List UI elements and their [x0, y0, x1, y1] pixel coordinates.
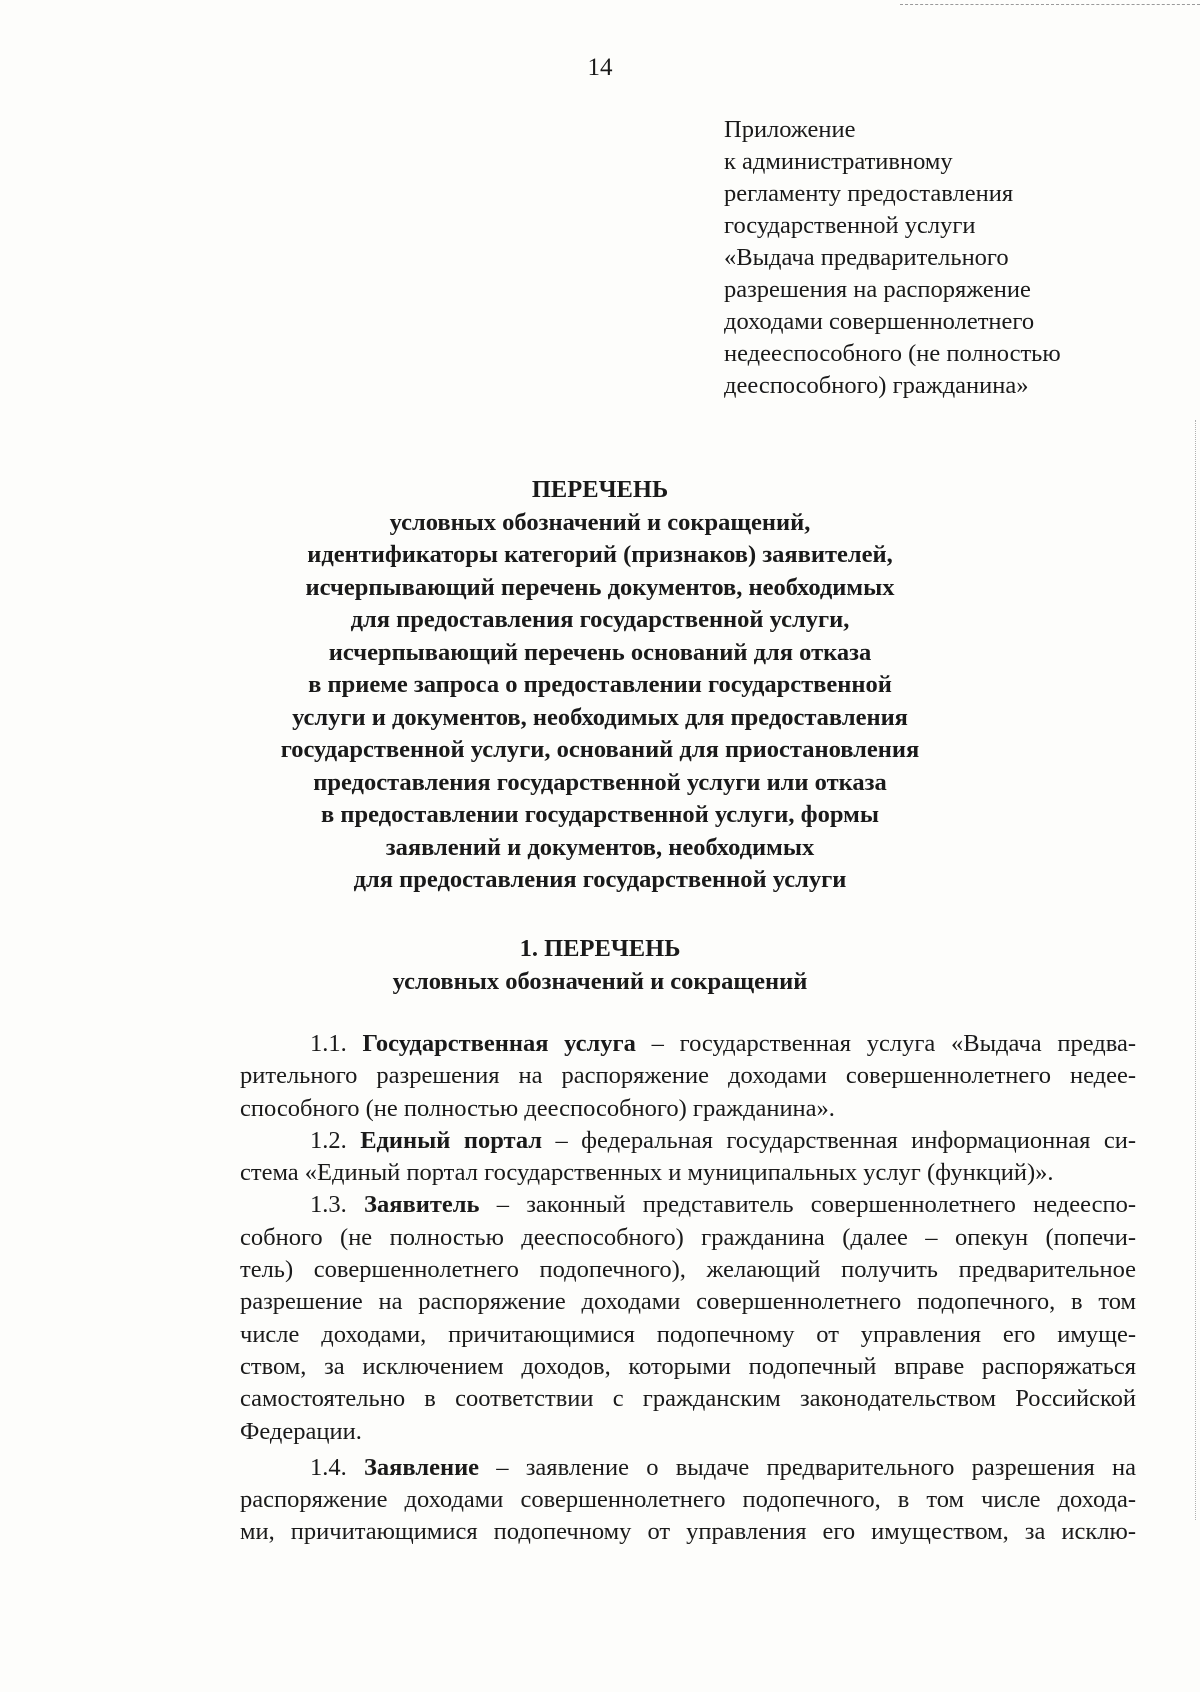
appendix-line: дееспособного) гражданина» [724, 372, 1029, 399]
paragraph-text: – федеральная государственная информационная си- [542, 1126, 1137, 1154]
paragraph-line: самостоятельно в соответствии с гражданским законодательством Российской [240, 1385, 1136, 1413]
appendix-line: «Выдача предварительного [724, 244, 1009, 271]
paragraph-line [170, 1189, 1136, 1221]
paragraph-line: Федерации. [240, 1417, 362, 1445]
paragraph-line: ством, за исключением доходов, которыми подопечный вправе распоряжаться [240, 1352, 1136, 1380]
body-text [170, 1028, 1136, 1549]
paragraph-text: – заявление о выдаче предварительного разрешения на [479, 1453, 1137, 1481]
paragraph-line: ми, причитающимися подопечному от управления его имуществом, за исклю- [240, 1518, 1136, 1546]
appendix-line: Приложение [724, 116, 856, 143]
term: Заявление [363, 1453, 480, 1481]
term: Заявитель [364, 1191, 480, 1219]
appendix-line: разрешения на распоряжение [724, 276, 1031, 303]
main-title-line: заявлений и документов, необходимых [385, 833, 815, 861]
appendix-line: регламенту предоставления [724, 180, 1014, 207]
main-title-line: идентификаторы категорий (признаков) заявителей, [307, 541, 893, 568]
paragraph-line [170, 1125, 1136, 1157]
appendix-line: к административному [724, 148, 953, 175]
appendix-block [724, 114, 1061, 402]
main-title-line: государственной услуги, оснований для приостановления [280, 736, 920, 763]
paragraph-text: – государственная услуга «Выдача предва- [635, 1030, 1136, 1057]
paragraph-1-1 [170, 1028, 1136, 1125]
paragraph-1-3 [170, 1189, 1136, 1447]
paragraph-line: тель) совершеннолетнего подопечного), желающий получить предварительное [240, 1256, 1136, 1284]
main-title-line: в приеме запроса о предоставлении государственной [308, 671, 892, 698]
appendix-line: государственной услуги [724, 212, 976, 239]
main-title-line: предоставления государственной услуги или отказа [313, 768, 887, 796]
paragraph-number: 1.2. [310, 1126, 361, 1154]
term: Государственная услуга [362, 1030, 636, 1057]
paragraph-text: – законный представитель совершеннолетнего недееспо- [479, 1191, 1137, 1219]
paragraph-1-2 [170, 1125, 1136, 1190]
paragraph-1-4 [170, 1452, 1136, 1549]
main-title-line: для предоставления государственной услуги [353, 866, 847, 893]
paragraph-line: распоряжение доходами совершеннолетнего подопечного, в том числе дохода- [240, 1486, 1136, 1514]
paragraph-number: 1.4. [310, 1453, 364, 1481]
main-title [0, 474, 1200, 897]
appendix-line: доходами совершеннолетнего [724, 308, 1035, 335]
section-subtitle: условных обозначений и сокращений [392, 968, 808, 995]
paragraph-line [170, 1452, 1136, 1484]
main-title-line: услуги и документов, необходимых для предоставления [292, 703, 908, 731]
main-title-line: исчерпывающий перечень оснований для отказа [328, 638, 872, 666]
paragraph-line: числе доходами, причитающимися подопечному от управления его имуще- [240, 1320, 1136, 1348]
paragraph-line [170, 1028, 1136, 1060]
term: Единый портал [360, 1126, 543, 1154]
paragraph-line: собного (не полностью дееспособного) гражданина (далее – опекун (попечи- [240, 1223, 1136, 1251]
main-title-line: ПЕРЕЧЕНЬ [531, 476, 669, 503]
paragraph-line: способного (не полностью дееспособного) гражданина». [240, 1094, 835, 1122]
paragraph-line: разрешение на распоряжение доходами совершеннолетнего подопечного, в том [240, 1288, 1136, 1316]
paragraph-line: стема «Единый портал государственных и муниципальных услуг (функций)». [240, 1159, 1054, 1187]
main-title-line: для предоставления государственной услуги, [350, 606, 850, 633]
paragraph-number: 1.3. [310, 1191, 365, 1219]
scan-artifact-top [900, 4, 1200, 6]
main-title-line: условных обозначений и сокращений, [389, 508, 811, 536]
section-heading [0, 932, 1200, 998]
main-title-line: в предоставлении государственной услуги, формы [321, 801, 879, 828]
paragraph-line: рительного разрешения на распоряжение доходами совершеннолетнего недее- [240, 1062, 1136, 1090]
main-title-line: исчерпывающий перечень документов, необходимых [305, 573, 895, 601]
paragraph-number: 1.1. [310, 1030, 363, 1057]
page-number: 14 [587, 54, 613, 81]
appendix-line: недееспособного (не полностью [724, 340, 1061, 367]
section-title: 1. ПЕРЕЧЕНЬ [519, 935, 681, 962]
